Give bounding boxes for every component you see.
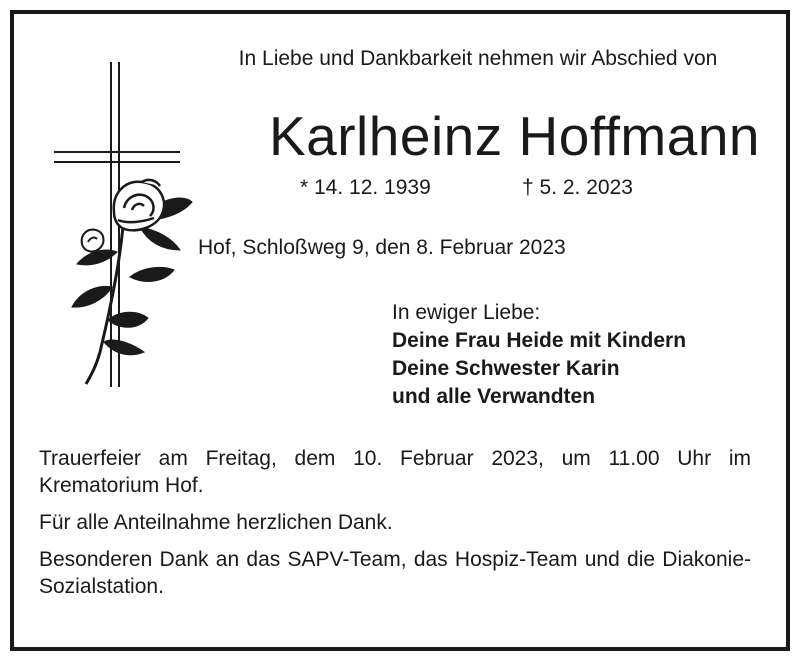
deceased-name: Karlheinz Hoffmann [268,105,760,167]
intro-line: In Liebe und Dankbarkeit nehmen wir Abschied von [238,47,718,70]
mourners-block [392,299,686,411]
birth-date: * 14. 12. 1939 [300,176,431,199]
closing-notes [39,445,751,610]
mourner-line: und alle Verwandten [392,385,596,408]
thanks-line: Für alle Anteilnahme herzlichen Dank. [39,511,393,534]
mourner-line: Deine Schwester Karin [392,357,620,380]
place-and-date: Hof, Schloßweg 9, den 8. Februar 2023 [198,236,566,259]
cross-with-rose-icon [42,52,242,392]
funeral-info: Trauerfeier am Freitag, dem 10. Februar 2023, um 11.00 Uhr im Krematorium Hof. [39,447,751,497]
mourners-heading: In ewiger Liebe: [392,301,541,324]
special-thanks: Besonderen Dank an das SAPV-Team, das Hospiz-Team und die Diakonie-Sozialstation. [39,548,751,598]
rose-icon [72,180,192,384]
death-date: † 5. 2. 2023 [522,176,633,199]
mourner-line: Deine Frau Heide mit Kindern [392,329,687,352]
